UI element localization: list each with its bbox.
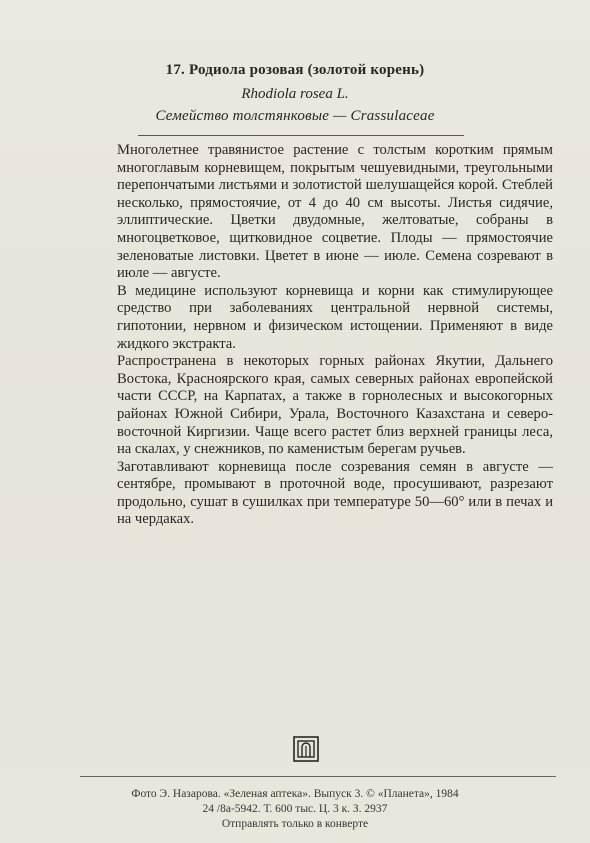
latin-name: Rhodiola rosea L.	[241, 86, 349, 102]
description-text	[117, 142, 553, 529]
paragraph-distribution: Распространена в некоторых горных районах Якутии, Дальнего Востока, Красноярского края, самых северных районах европейской части СССР, на Карпатах, а также в горнолесных и высокогорных районах Южной Сибири, Урала, Восточного Казахстана и северо-восточной Киргизии. Чаще всего растет близ верхней границы леса, на скалах, у снежников, по каменистым берегам ручьев.	[117, 353, 553, 458]
paragraph-harvesting: Заготавливают корневища после созревания семян в августе — сентябре, промывают в проточной воде, просушивают, разрезают продольно, сушат в сушилках при температуре 50—60° или в печах и на чердаках.	[117, 458, 553, 528]
planeta-logo-icon	[293, 736, 319, 762]
footer-mailing-note: Отправлять только в конверте	[221, 818, 369, 830]
page-title: 17. Родиола розовая (золотой корень)	[165, 62, 425, 78]
footer-divider	[80, 776, 556, 777]
paragraph-medicine: В медицине используют корневища и корни как стимулирующее средство при заболеваниях центральной нервной системы, гипотонии, нервном и физическом истощении. Применяют в виде жидкого экстракта.	[117, 282, 553, 352]
footer-credits: Фото Э. Назарова. «Зеленая аптека». Выпуск 3. © «Планета», 1984	[131, 788, 459, 800]
paragraph-description: Многолетнее травянистое растение с толстым коротким прямым многоглавым корневищем, покрытым чешуевидными, треугольными перепончатыми листьями и золотистой шелушащейся корой. Стеблей несколько, прямостоячие, от 4 до 40 см высоты. Листья сидячие, эллиптические. Цветки двудомные, желтоватые, собраны в многоцветковое, щитковидное соцветие. Плоды — прямостоячие зеленоватые листовки. Цветет в июне — июле. Семена созревают в июле — августе.	[117, 142, 553, 282]
footer-print-info: 24 /8а-5942. Т. 600 тыс. Ц. 3 к. З. 2937	[202, 803, 388, 815]
family-name: Семейство толстянковые — Crassulaceae	[155, 108, 435, 124]
header-divider	[138, 135, 464, 136]
